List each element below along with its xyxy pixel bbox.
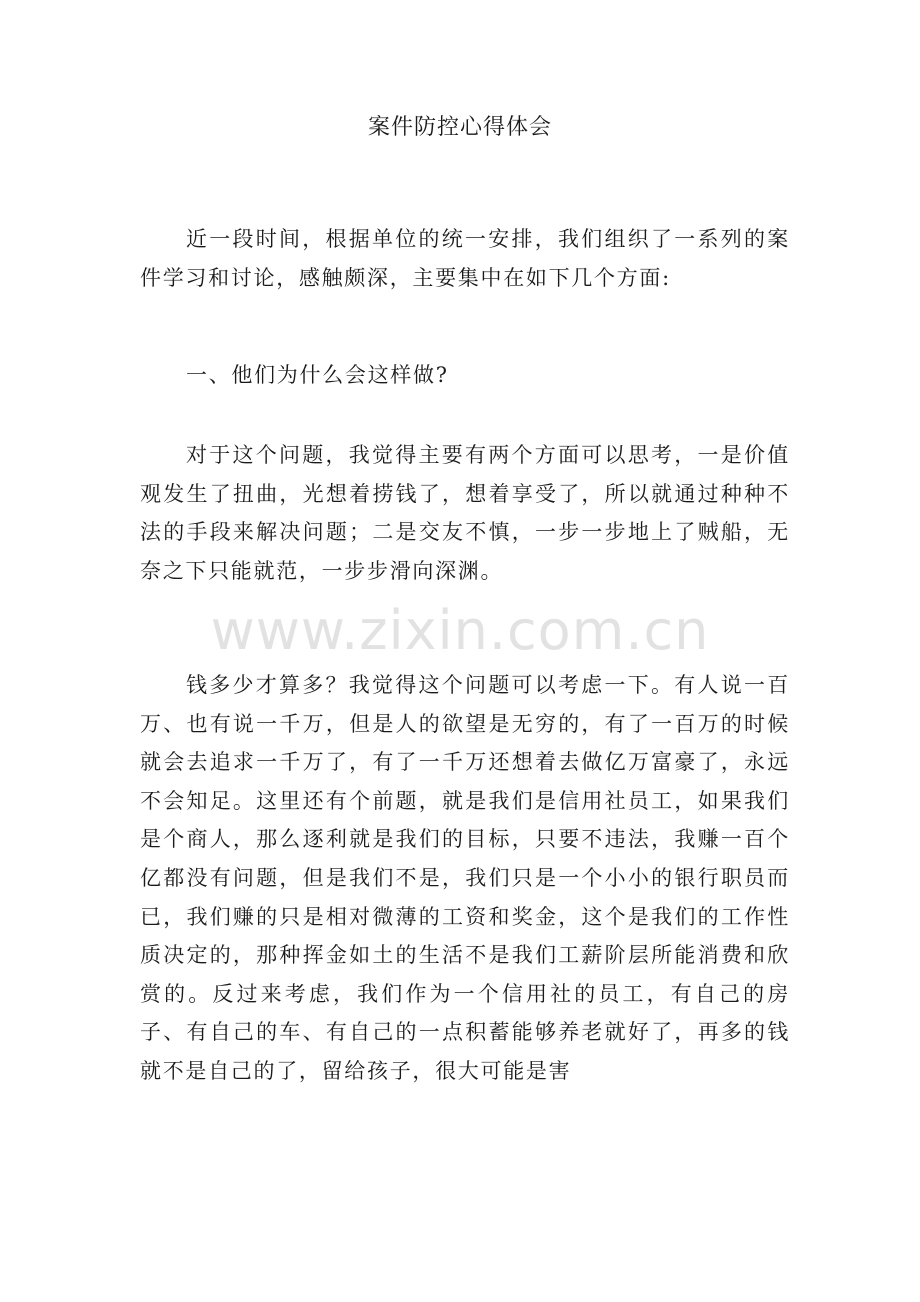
body-paragraph-2: 钱多少才算多？我觉得这个问题可以考虑一下。有人说一百万、也有说一千万，但是人的欲望是无穷的，有了一百万的时候就会去追求一千万了，有了一千万还想着去做亿万富豪了，永远不会知足。这里还有个前题，就是我们是信用社员工，如果我们是个商人，那么逐利就是我们的目标，只要不违法，我赚一百个亿都没有问题，但是我们不是，我们只是一个小小的银行职员而已，我们赚的只是相对微薄的工资和奖金，这个是我们的工作性质决定的，那种挥金如土的生活不是我们工薪阶层所能消费和欣赏的。反过来考虑，我们作为一个信用社的员工，有自己的房子、有自己的车、有自己的一点积蓄能够养老就好了，再多的钱就不是自己的了，留给孩子，很大可能是害 bbox=[140, 673, 790, 1083]
body-paragraph-1: 对于这个问题，我觉得主要有两个方面可以思考，一是价值观发生了扭曲，光想着捞钱了，想着享受了，所以就通过种种不法的手段来解决问题；二是交友不慎，一步一步地上了贼船，无奈之下只能就范，一步步滑向深渊。 bbox=[140, 443, 790, 583]
watermark: www.zixin.com.cn bbox=[210, 599, 710, 662]
intro-paragraph: 近一段时间，根据单位的统一安排，我们组织了一系列的案件学习和讨论，感触颇深，主要集中在如下几个方面: bbox=[140, 227, 790, 290]
document-title: 案件防控心得体会 bbox=[367, 115, 552, 140]
section-heading-1: 一、他们为什么会这样做? bbox=[186, 363, 449, 387]
